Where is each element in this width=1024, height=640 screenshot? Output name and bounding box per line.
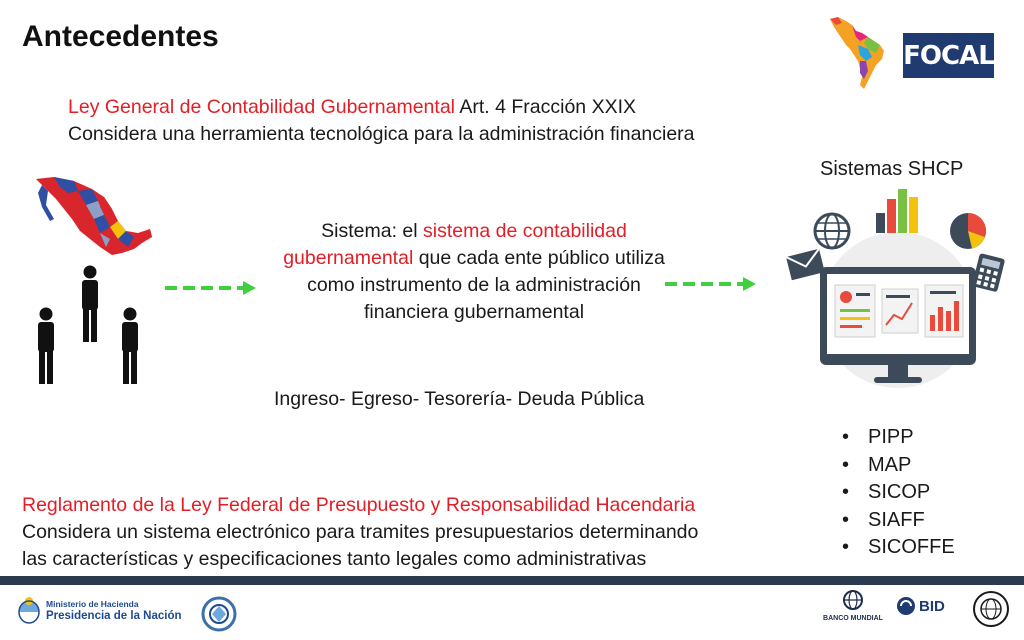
reglamento-line2: Considera un sistema electrónico para tramites presupuestarios determinando	[22, 521, 699, 543]
sistema-highlight: sistema de contabilidad gubernamental	[283, 220, 627, 269]
reglamento-text	[22, 492, 698, 573]
list-item: • SICOFFE	[842, 534, 955, 562]
mexico-map-image	[34, 175, 154, 265]
argentina-coat-of-arms-icon	[18, 596, 40, 624]
banco-mundial-text: BANCO MUNDIAL	[823, 615, 883, 622]
mh-ministry-text: Ministerio de Hacienda	[46, 599, 139, 609]
reglamento-title: Reglamento de la Ley Federal de Presupuesto y Responsabilidad Hacendaria	[22, 494, 696, 516]
mh-presidency-text: Presidencia de la Nación	[46, 610, 182, 622]
footer-divider	[0, 576, 1024, 585]
bid-mark-icon	[896, 596, 916, 616]
bid-logo	[896, 596, 945, 616]
law1-title: Ley General de Contabilidad Gubernamental	[68, 96, 456, 118]
page-title: Antecedentes	[22, 20, 219, 53]
secretaria-seal-icon	[200, 596, 238, 632]
focal-logo: FOCAL	[903, 33, 994, 78]
sistema-suffix: que cada ente público utiliza como instrumento de la administración financiera gubernamental	[307, 247, 665, 323]
latin-america-map-logo	[828, 15, 890, 91]
list-item: • SIAFF	[842, 507, 955, 535]
reglamento-line3: las características y especificaciones tanto legales como administrativas	[22, 548, 647, 570]
law-general-contabilidad	[68, 94, 695, 148]
shcp-title: Sistemas SHCP	[820, 158, 964, 180]
arrow-right-icon	[165, 280, 257, 296]
law1-article: Art. 4 Fracción XXIX	[455, 96, 636, 118]
shcp-systems-list	[842, 424, 955, 562]
ministerio-hacienda-logo	[18, 596, 182, 624]
ingreso-egreso-text: Ingreso- Egreso- Tesorería- Deuda Pública	[274, 388, 645, 410]
list-item: • MAP	[842, 452, 955, 480]
sistema-prefix: Sistema: el	[321, 220, 424, 242]
banco-mundial-logo	[822, 590, 884, 622]
world-bank-globe-icon	[841, 590, 865, 610]
law1-description: Considera una herramienta tecnológica para la administración financiera	[68, 123, 695, 145]
list-item: • SICOP	[842, 479, 955, 507]
bid-text: BID	[919, 597, 945, 615]
monitor-dashboard-icon	[780, 185, 1010, 400]
imf-seal-icon	[972, 590, 1010, 628]
people-icon	[30, 262, 150, 390]
list-item: • PIPP	[842, 424, 955, 452]
arrow-right-icon	[665, 276, 757, 292]
sistema-description	[280, 218, 668, 326]
